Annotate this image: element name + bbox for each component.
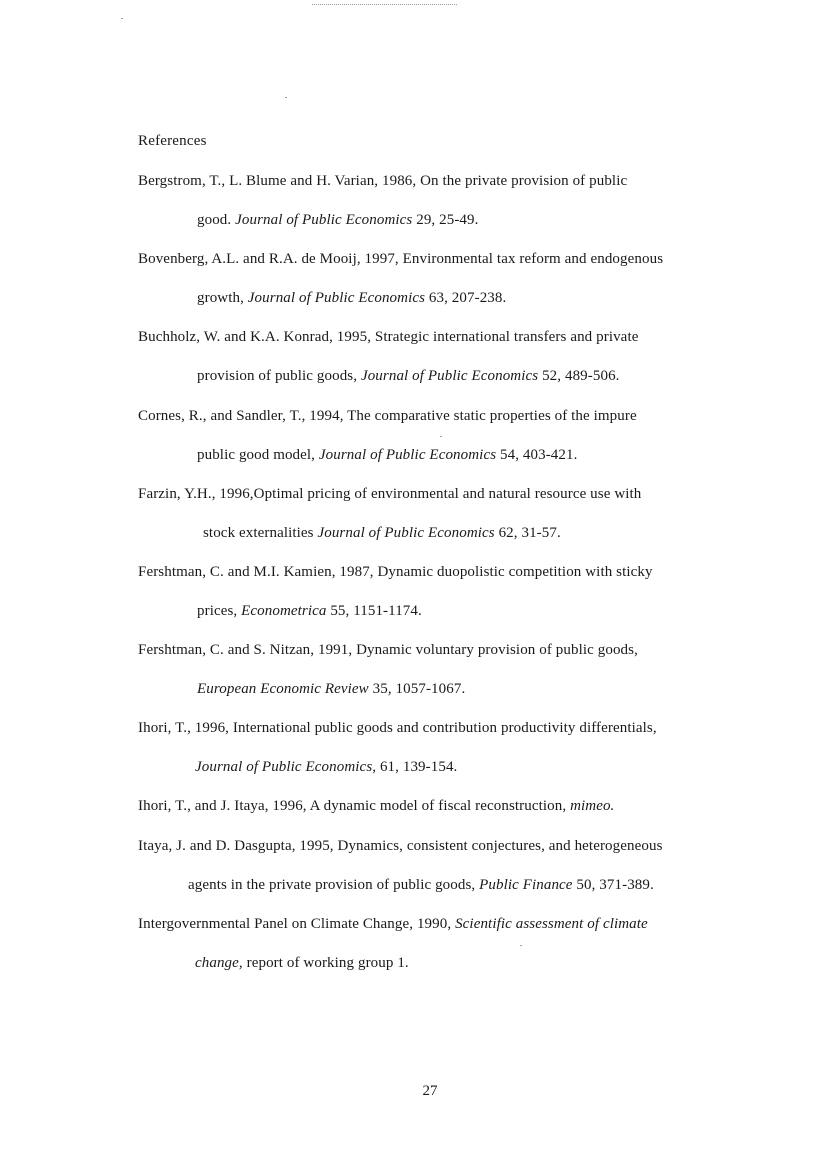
journal-title: Journal of Public Economics xyxy=(360,368,539,384)
reference-line-1: Fershtman, C. and S. Nitzan, 1991, Dynamic voluntary provision of public goods, xyxy=(138,642,638,658)
reference-line-1: Farzin, Y.H., 1996,Optimal pricing of environmental and natural resource use with xyxy=(138,486,642,502)
reference-line-2: provision of public goods, Journal of Public Economics 52, 489-506. xyxy=(197,368,620,384)
page-number: 27 xyxy=(422,1083,438,1099)
journal-title: mimeo. xyxy=(570,798,615,814)
reference-line-1: Bergstrom, T., L. Blume and H. Varian, 1986, On the private provision of public xyxy=(138,173,628,189)
reference-line-1: Intergovernmental Panel on Climate Change, 1990, Scientific assessment of climate xyxy=(138,916,648,932)
reference-line-1: Buchholz, W. and K.A. Konrad, 1995, Strategic international transfers and private xyxy=(138,329,639,345)
journal-title: Public Finance xyxy=(479,877,573,893)
reference-line-1: Bovenberg, A.L. and R.A. de Mooij, 1997, Environmental tax reform and endogenous xyxy=(138,251,664,267)
reference-line-2: good. Journal of Public Economics 29, 25-49. xyxy=(197,212,479,228)
reference-line-2: European Economic Review 35, 1057-1067. xyxy=(197,681,466,697)
reference-line-1: Fershtman, C. and M.I. Kamien, 1987, Dynamic duopolistic competition with sticky xyxy=(138,564,653,580)
reference-line-1: Cornes, R., and Sandler, T., 1994, The comparative static properties of the impure xyxy=(138,408,637,424)
journal-title: Journal of Public Economics xyxy=(318,447,497,463)
reference-line-1: Itaya, J. and D. Dasgupta, 1995, Dynamics, consistent conjectures, and heterogeneous xyxy=(138,838,663,854)
reference-line-2: public good model, Journal of Public Economics 54, 403-421. xyxy=(197,447,578,463)
reference-line-2: stock externalities Journal of Public Economics 62, 31-57. xyxy=(203,525,561,541)
journal-title: Scientific assessment of climate xyxy=(455,916,648,932)
reference-line-2: prices, Econometrica 55, 1151-1174. xyxy=(197,603,422,619)
references-heading: References xyxy=(138,133,207,149)
reference-line-2: Journal of Public Economics, 61, 139-154. xyxy=(195,759,458,775)
reference-line-1: Ihori, T., and J. Itaya, 1996, A dynamic model of fiscal reconstruction, mimeo. xyxy=(138,798,615,814)
journal-title: European Economic Review xyxy=(197,681,369,697)
reference-line-2: growth, Journal of Public Economics 63, 207-238. xyxy=(197,290,507,306)
journal-title: Journal of Public Economics xyxy=(235,212,413,228)
reference-line-1: Ihori, T., 1996, International public goods and contribution productivity differentials, xyxy=(138,720,657,736)
journal-title: Econometrica xyxy=(241,603,327,619)
journal-title: Journal of Public Economics, xyxy=(195,759,377,775)
reference-line-2: agents in the private provision of public goods, Public Finance 50, 371-389. xyxy=(188,877,654,893)
journal-title: Journal of Public Economics xyxy=(317,525,495,541)
reference-line-2: change, report of working group 1. xyxy=(195,955,409,971)
journal-title: Journal of Public Economics xyxy=(247,290,426,306)
journal-title: change, xyxy=(195,955,243,971)
